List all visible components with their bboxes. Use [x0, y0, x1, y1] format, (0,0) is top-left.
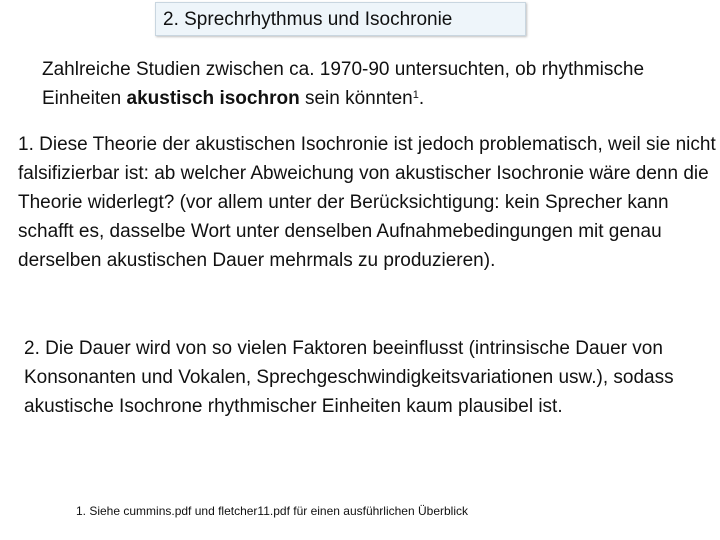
intro-bold-term: akustisch isochron — [126, 88, 300, 109]
footnote-reference: 1 — [412, 89, 419, 101]
paragraph-1: 1. Diese Theorie der akustischen Isochronie ist jedoch problematisch, weil sie nicht falsifizierbar ist: ab welcher Abweichung von akustischer Isochronie wäre denn die Theorie widerlegt? (vor allem unter der Berücksichtigung: kein Sprecher kann schafft es, dasselbe Wort unter denselben Aufnahmebedingungen mit genau derselben akustischen Dauer mehrmals zu produzieren). — [18, 134, 716, 271]
intro-text-end: sein könnten — [299, 88, 413, 109]
intro-period: . — [418, 88, 425, 109]
intro-paragraph — [42, 55, 682, 113]
slide-title: 2. Sprechrhythmus und Isochronie — [155, 2, 526, 36]
footnote: 1. Siehe cummins.pdf und fletcher11.pdf für einen ausführlichen Überblick — [76, 504, 468, 518]
intro-text: Zahlreiche Studien zwischen ca. 1970-90 untersuchten, ob rhythmische Einheiten — [42, 59, 645, 109]
paragraph-2: 2. Die Dauer wird von so vielen Faktoren beeinflusst (intrinsische Dauer von Konsonanten und Vokalen, Sprechgeschwindigkeitsvariationen usw.), sodass akustische Isochrone rhythmischer Einheiten kaum plausibel ist. — [24, 338, 674, 417]
